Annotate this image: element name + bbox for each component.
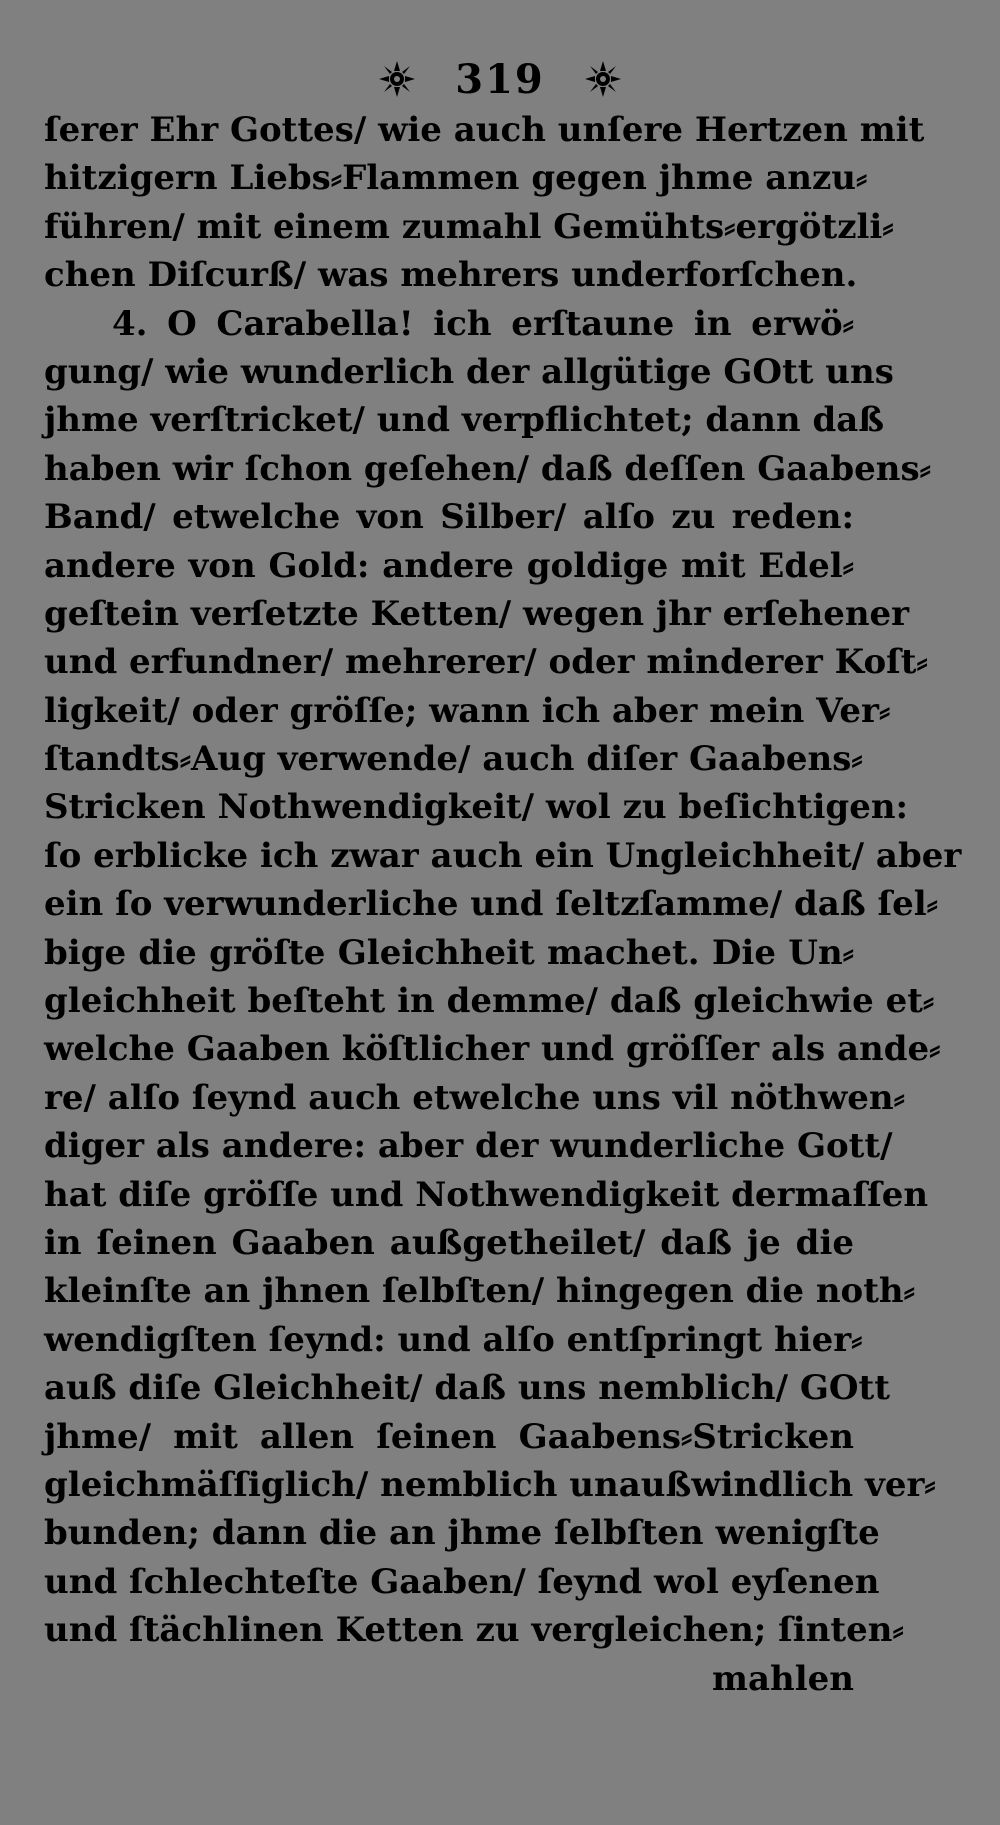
text-line: diger als andere: aber der wunderliche Gott/: [44, 1126, 893, 1167]
text-line: ſo erblicke ich zwar auch ein Ungleichheit/ aber: [44, 835, 962, 876]
text-line: ein ſo verwunderliche und ſeltzſamme/ daß ſel⸗: [44, 884, 938, 925]
text-line: kleinſte an jhnen ſelbſten/ hingegen die noth⸗: [44, 1271, 915, 1312]
text-line: gleichheit beſteht in demme/ daß gleichwie et⸗: [44, 981, 935, 1022]
paragraph-start-line: 4. O Carabella! ich erſtaune in erwö⸗: [112, 303, 854, 344]
text-line: andere von Gold: andere goldige mit Edel⸗: [44, 545, 854, 586]
text-line: bige die gröſte Gleichheit machet. Die Un⸗: [44, 932, 854, 973]
text-line: und ſchlechteſte Gaaben/ ſeynd wol eyſenen: [44, 1561, 880, 1602]
body-text: [44, 106, 962, 1703]
text-line: ligkeit/ oder gröſſe; wann ich aber mein Ver⸗: [44, 690, 891, 731]
text-line: jhme/ mit allen ſeinen Gaabens⸗Stricken: [44, 1416, 854, 1457]
text-line: führen/ mit einem zumahl Gemühts⸗ergötzli⸗: [44, 206, 894, 247]
text-line: welche Gaaben köſtlicher und gröſſer als ande⸗: [44, 1029, 941, 1070]
text-line: hitzigern Liebs⸗Flammen gegen jhme anzu⸗: [44, 158, 868, 199]
page-header: [0, 52, 1000, 103]
text-line: und erfundner/ mehrerer/ oder minderer Koſt⸗: [44, 642, 928, 683]
floral-ornament-icon: [377, 59, 417, 99]
text-line: ſerer Ehr Gottes/ wie auch unſere Hertzen mit: [44, 110, 925, 150]
text-line: ſtandts⸗Aug verwende/ auch diſer Gaabens⸗: [44, 739, 863, 780]
text-line: bunden; dann die an jhme ſelbſten wenigſte: [44, 1513, 880, 1554]
text-line: gung/ wie wunderlich der allgütige GOtt uns: [44, 351, 894, 392]
text-line: hat diſe gröſſe und Nothwendigkeit dermaſſen: [44, 1174, 929, 1215]
floral-ornament-icon: [583, 59, 623, 99]
page-number: 319: [455, 55, 545, 103]
text-line: haben wir ſchon geſehen/ daß deſſen Gaabens⸗: [44, 448, 931, 489]
text-line: re/ alſo ſeynd auch etwelche uns vil nöthwen⸗: [44, 1077, 905, 1118]
text-line: in ſeinen Gaaben außgetheilet/ daß je die: [44, 1222, 854, 1263]
catchword: mahlen: [712, 1658, 854, 1699]
text-line: geſtein verſetzte Ketten/ wegen jhr erſehener: [44, 593, 910, 634]
text-line: jhme verſtricket/ und verpflichtet; dann daß: [44, 400, 885, 441]
text-line: Stricken Nothwendigkeit/ wol zu beſichtigen:: [44, 787, 909, 828]
text-line: auß diſe Gleichheit/ daß uns nemblich/ GOtt: [44, 1368, 890, 1409]
text-line: gleichmäſſiglich/ nemblich unaußwindlich ver⸗: [44, 1464, 936, 1505]
text-line: Band/ etwelche von Silber/ alſo zu reden:: [44, 497, 854, 538]
text-line: chen Diſcurß/ was mehrers underforſchen.: [44, 255, 858, 296]
text-line: wendigſten ſeynd: und alſo entſpringt hier⸗: [44, 1319, 863, 1360]
text-line: und ſtächlinen Ketten zu vergleichen; ſinten⸗: [44, 1610, 904, 1651]
